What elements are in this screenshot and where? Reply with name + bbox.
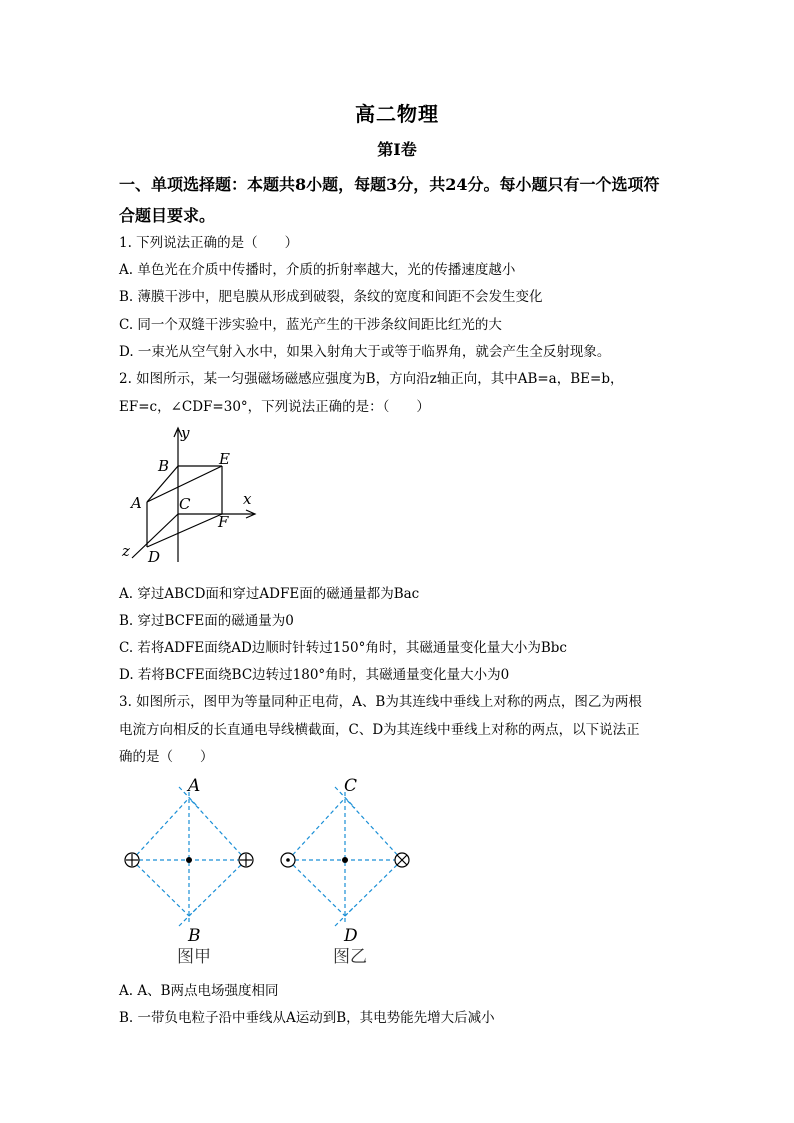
q2-stem-line2: EF=c，∠CDF=30°，下列说法正确的是：（ ） (119, 399, 430, 415)
q2-option-b: B. 穿过BCFE面的磁通量为0 (119, 613, 294, 629)
figure-yi (281, 776, 409, 967)
volume-label: 第I卷 (377, 140, 417, 159)
label-z: z (122, 542, 130, 560)
figure-jia (125, 776, 253, 967)
caption-jia: 图甲 (177, 947, 211, 967)
q2-stem-line1: 2. 如图所示，某一匀强磁场磁感应强度为B，方向沿z轴正向，其中AB=a，BE=b， (119, 371, 624, 387)
section-heading: 一、单项选择题：本题共8小题，每题3分，共24分。每小题只有一个选项符合题目要求。 (119, 175, 660, 225)
label-b: B (188, 926, 201, 946)
label-e: E (219, 450, 230, 468)
caption-yi: 图乙 (333, 947, 367, 967)
q3-stem-line3: 确的是（ ） (119, 749, 214, 765)
q3-figures (115, 770, 420, 970)
midpoint-dot-left (186, 857, 192, 863)
q1-option-b: B. 薄膜干涉中，肥皂膜从形成到破裂，条纹的宽度和间距不会发生变化 (119, 289, 543, 305)
label-a: A (131, 494, 142, 512)
label-c: C (344, 776, 358, 796)
q2-option-d: D. 若将BCFE面绕BC边转过180°角时，其磁通量变化量大小为0 (119, 667, 510, 683)
page-title: 高二物理 (355, 102, 439, 126)
q1-option-d: D. 一束光从空气射入水中，如果入射角大于或等于临界角，就会产生全反射现象。 (119, 344, 611, 360)
q2-option-c: C. 若将ADFE面绕AD边顺时针转过150°角时，其磁通量变化量大小为Bbc (119, 640, 567, 656)
q3-stem-line2: 电流方向相反的长直通电导线横截面，C、D为其连线中垂线上对称的两点，以下说法正 (119, 722, 640, 738)
q3-option-b: B. 一带负电粒子沿中垂线从A运动到B，其电势能先增大后减小 (119, 1010, 495, 1026)
q3-stem-line1: 3. 如图所示，图甲为等量同种正电荷，A、B为其连线中垂线上对称的两点，图乙为两根 (119, 694, 642, 710)
edge-df (147, 514, 222, 547)
q1-option-c: C. 同一个双缝干涉实验中，蓝光产生的干涉条纹间距比红光的大 (119, 317, 502, 333)
label-d: D (344, 926, 358, 946)
label-b: B (158, 457, 170, 475)
label-a: A (188, 776, 201, 796)
q1-stem: 1. 下列说法正确的是（ ） (119, 235, 299, 251)
label-y: y (181, 424, 190, 442)
q1-option-a: A. 单色光在介质中传播时，介质的折射率越大，光的传播速度越小 (119, 262, 516, 278)
q2-option-a: A. 穿过ABCD面和穿过ADFE面的磁通量都为Bac (119, 586, 420, 602)
q2-prism-figure (118, 420, 268, 570)
label-f: F (218, 513, 229, 531)
label-d: D (148, 548, 161, 566)
label-x: x (243, 490, 252, 508)
q3-option-a: A. A、B两点电场强度相同 (119, 983, 279, 999)
label-c: C (179, 495, 191, 513)
midpoint-dot-right (342, 857, 348, 863)
